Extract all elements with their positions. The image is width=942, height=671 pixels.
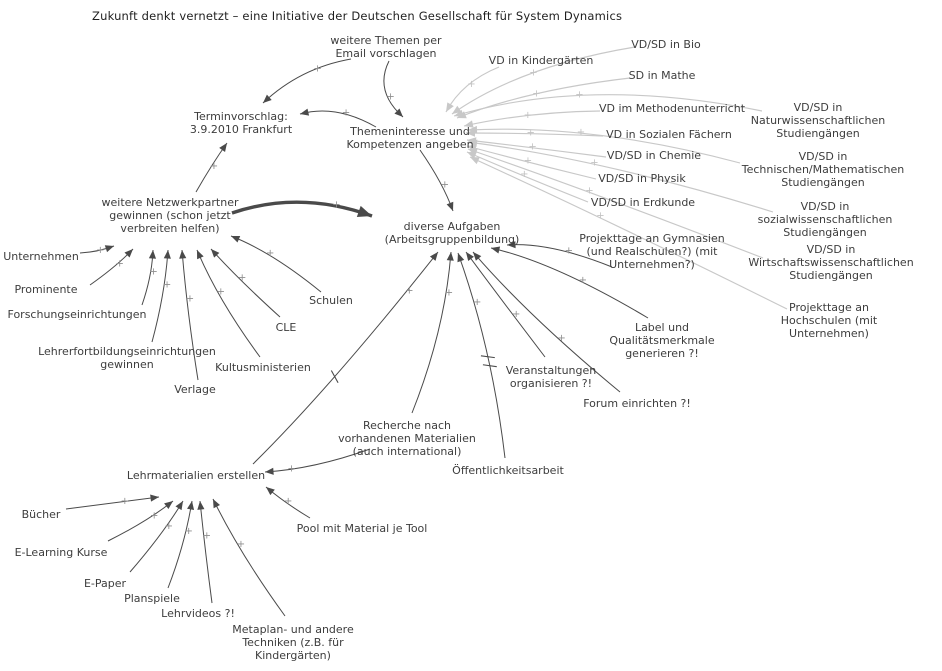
node-label-line: Lehrerfortbildungseinrichtungen bbox=[38, 345, 216, 358]
arrowhead-icon bbox=[430, 252, 438, 261]
node-label-line: sozialwissenschaftlichen bbox=[757, 213, 893, 226]
edge-netzwerkpartner--terminvorschlag bbox=[196, 143, 227, 192]
polarity-plus-icon: + bbox=[532, 88, 541, 100]
node-label-line: Studiengängen bbox=[783, 226, 867, 239]
edge-weitere-themen--terminvorschlag bbox=[263, 59, 351, 103]
arrowhead-icon bbox=[150, 495, 159, 502]
node-label-line: CLE bbox=[275, 321, 297, 334]
arrowhead-icon bbox=[219, 143, 227, 152]
node-label-line: VD/SD in Bio bbox=[631, 38, 701, 51]
edge-e-learning-kurse--lehrmaterialien bbox=[108, 501, 173, 541]
node-label-line: Lehrvideos ?! bbox=[161, 607, 235, 620]
node-label-line: Naturwissenschaftlichen bbox=[750, 114, 886, 127]
edge-vd-sd-chemie--themeninteresse bbox=[467, 137, 606, 157]
node-label-line: Forum einrichten ?! bbox=[583, 397, 691, 410]
polarity-plus-icon: + bbox=[313, 63, 322, 75]
node-label-line: verbreiten helfen) bbox=[120, 222, 220, 235]
edge-kultusministerien--netzwerkpartner bbox=[197, 250, 260, 357]
node-diverse-aufgaben[interactable] bbox=[385, 220, 520, 246]
node-schulen[interactable] bbox=[309, 294, 353, 307]
node-label-line: Öffentlichkeitsarbeit bbox=[452, 464, 564, 477]
edge-vd-methodenunterricht--themeninteresse bbox=[464, 110, 600, 128]
node-label-line: E-Paper bbox=[83, 577, 127, 590]
polarity-plus-icon: + bbox=[440, 179, 449, 191]
node-unternehmen[interactable] bbox=[3, 250, 79, 263]
node-label-line: Qualitätsmerkmale bbox=[609, 334, 715, 347]
arrowhead-icon bbox=[175, 501, 183, 510]
node-e-learning-kurse[interactable] bbox=[15, 546, 108, 559]
polarity-plus-icon: + bbox=[472, 297, 482, 309]
node-recherche[interactable] bbox=[338, 419, 476, 458]
arrowhead-icon bbox=[457, 253, 464, 262]
polarity-plus-icon: + bbox=[523, 155, 533, 167]
node-label-line: Wirtschaftswissenschaftlichen bbox=[748, 256, 914, 269]
node-pool-material[interactable] bbox=[297, 522, 428, 535]
edge-buecher--lehrmaterialien bbox=[66, 495, 159, 509]
node-label-line: 3.9.2010 Frankfurt bbox=[189, 123, 293, 136]
polarity-plus-icon: + bbox=[120, 495, 129, 507]
node-projekttage-gymnasien[interactable] bbox=[579, 232, 724, 271]
node-label-line: VD im Methodenunterricht bbox=[598, 102, 746, 115]
polarity-plus-icon: + bbox=[150, 510, 159, 522]
edge-netzwerkpartner--diverse-aufgaben bbox=[232, 200, 372, 217]
arrowhead-icon bbox=[466, 252, 474, 261]
polarity-plus-icon: + bbox=[149, 266, 158, 278]
node-vd-sd-chemie[interactable] bbox=[607, 149, 701, 162]
diagram-title: Zukunft denkt vernetzt – eine Initiative der Deutschen Gesellschaft für System Dynamics bbox=[92, 9, 623, 23]
edge-cle--netzwerkpartner bbox=[211, 249, 280, 317]
node-forum[interactable] bbox=[583, 397, 691, 410]
node-label-line: Email vorschlagen bbox=[335, 47, 437, 60]
node-label-line: (auch international) bbox=[352, 445, 462, 458]
node-vd-sd-naturwiss[interactable] bbox=[751, 101, 885, 140]
polarity-plus-icon: + bbox=[162, 279, 172, 291]
node-buecher[interactable] bbox=[22, 508, 61, 521]
node-lehrmaterialien[interactable] bbox=[127, 469, 265, 482]
node-label-line: Veranstaltungen bbox=[505, 364, 597, 377]
node-label-line: Studiengängen bbox=[781, 176, 865, 189]
arrowhead-icon bbox=[265, 468, 274, 475]
node-vd-sd-technisch[interactable] bbox=[742, 150, 904, 189]
node-label-line: VD/SD in bbox=[793, 101, 843, 114]
node-veranstaltungen[interactable] bbox=[506, 364, 597, 390]
node-vd-sd-sozialwiss[interactable] bbox=[758, 200, 893, 239]
node-label-line: VD/SD in Erdkunde bbox=[590, 196, 696, 209]
polarity-plus-icon: + bbox=[216, 286, 226, 298]
arrowhead-icon bbox=[197, 501, 204, 510]
edge-metaplan--lehrmaterialien bbox=[213, 499, 285, 616]
edge-unternehmen--netzwerkpartner bbox=[80, 245, 114, 256]
polarity-plus-icon: + bbox=[512, 309, 521, 321]
node-projekttage-hochschulen[interactable] bbox=[781, 301, 877, 340]
node-kultusministerien[interactable] bbox=[215, 361, 311, 374]
node-vd-kindergaerten[interactable] bbox=[489, 54, 594, 67]
node-label-line: Bücher bbox=[21, 508, 61, 521]
node-weitere-themen[interactable] bbox=[330, 34, 441, 60]
polarity-plus-icon: + bbox=[444, 287, 454, 299]
arrowhead-icon bbox=[187, 501, 194, 510]
node-vd-methodenunterricht[interactable] bbox=[599, 102, 745, 115]
node-label-line: diverse Aufgaben bbox=[403, 220, 501, 233]
arrowhead-icon bbox=[300, 109, 309, 116]
node-label-line: Studiengängen bbox=[789, 269, 873, 282]
polarity-plus-icon: + bbox=[596, 210, 605, 222]
polarity-plus-icon: + bbox=[386, 91, 395, 103]
arrowhead-icon bbox=[105, 245, 114, 252]
node-label-line: Unternehmen) bbox=[789, 327, 869, 340]
node-vd-sd-wirtschaft[interactable] bbox=[748, 243, 913, 282]
polarity-plus-icon: + bbox=[529, 67, 538, 79]
node-label-line: Kompetenzen angeben bbox=[346, 138, 474, 151]
polarity-plus-icon: + bbox=[164, 520, 174, 532]
node-lehrerfortbildung[interactable] bbox=[38, 345, 216, 371]
edge-pool-material--lehrmaterialien bbox=[266, 487, 310, 518]
polarity-plus-icon: + bbox=[590, 157, 599, 169]
polarity-plus-icon: + bbox=[564, 245, 574, 257]
node-label-line: Unternehmen bbox=[3, 250, 79, 263]
node-lehrvideos[interactable] bbox=[161, 607, 235, 620]
node-label-line: SD in Mathe bbox=[628, 69, 696, 82]
node-label-line: weitere Themen per bbox=[330, 34, 442, 47]
polarity-plus-icon: + bbox=[520, 168, 529, 180]
polarity-plus-icon: + bbox=[467, 78, 476, 90]
node-metaplan[interactable] bbox=[232, 623, 353, 662]
polarity-plus-icon: + bbox=[526, 127, 535, 139]
polarity-plus-icon: + bbox=[332, 199, 341, 211]
node-label-line: (und Realschulen?) (mit bbox=[586, 245, 718, 258]
node-label-line: weitere Netzwerkpartner bbox=[101, 196, 239, 209]
node-planspiele[interactable] bbox=[124, 592, 180, 605]
polarity-plus-icon: + bbox=[283, 495, 293, 507]
polarity-plus-icon: + bbox=[184, 525, 193, 537]
node-label-line: gewinnen bbox=[100, 358, 154, 371]
delay-mark-icon bbox=[331, 370, 338, 382]
arrowhead-icon bbox=[447, 202, 454, 211]
polarity-plus-icon: + bbox=[585, 185, 594, 197]
node-label-line: Technischen/Mathematischen bbox=[741, 163, 905, 176]
polarity-plus-icon: + bbox=[578, 274, 587, 286]
node-label-line: Planspiele bbox=[124, 592, 180, 605]
arrowhead-icon bbox=[164, 250, 171, 259]
node-label-line: Prominente bbox=[14, 283, 78, 296]
polarity-plus-icon: + bbox=[185, 293, 195, 305]
polarity-plus-icon: + bbox=[236, 538, 246, 550]
node-label-line: (Arbeitsgruppenbildung) bbox=[384, 233, 520, 246]
polarity-plus-icon: + bbox=[266, 247, 275, 259]
node-label-line: Kultusministerien bbox=[215, 361, 311, 374]
node-label-line: Pool mit Material je Tool bbox=[296, 522, 428, 535]
polarity-plus-icon: + bbox=[523, 109, 532, 121]
arrowhead-icon bbox=[179, 250, 186, 259]
edge-lehrvideos--lehrmaterialien bbox=[197, 501, 212, 603]
node-sd-mathe[interactable] bbox=[629, 69, 696, 82]
edge-themeninteresse--diverse-aufgaben bbox=[420, 150, 453, 211]
node-label-line: Kindergärten) bbox=[255, 649, 331, 662]
node-label-line: vorhandenen Materialien bbox=[338, 432, 476, 445]
polarity-plus-icon: + bbox=[115, 258, 124, 270]
node-label-line: Themeninteresse und bbox=[350, 125, 470, 138]
node-label-line: Terminvorschlag: bbox=[194, 110, 288, 123]
arrowhead-icon bbox=[447, 252, 454, 261]
node-label-line: Studiengängen bbox=[776, 127, 860, 140]
node-label-line: Lehrmaterialien erstellen bbox=[126, 469, 266, 482]
node-label-line: organisieren ?! bbox=[509, 377, 593, 390]
polarity-plus-icon: + bbox=[237, 272, 247, 284]
node-label-line: Unternehmen?) bbox=[609, 258, 695, 271]
node-label-line: Metaplan- und andere bbox=[232, 623, 354, 636]
node-label-line: Projekttage an Gymnasien bbox=[579, 232, 725, 245]
polarity-plus-icon: + bbox=[341, 107, 351, 119]
node-terminvorschlag[interactable] bbox=[190, 110, 292, 136]
arrowhead-icon bbox=[266, 487, 275, 495]
edge-lehrerfortbildung--netzwerkpartner bbox=[152, 250, 171, 342]
node-label-line: Verlage bbox=[174, 383, 216, 396]
polarity-plus-icon: + bbox=[287, 463, 296, 475]
edge-planspiele--lehrmaterialien bbox=[168, 501, 194, 588]
node-verlage[interactable] bbox=[174, 383, 216, 396]
polarity-plus-icon: + bbox=[528, 141, 537, 153]
arrowhead-icon bbox=[491, 247, 500, 254]
arrowhead-icon bbox=[446, 102, 454, 112]
node-label-line: VD in Kindergärten bbox=[488, 54, 594, 67]
polarity-plus-icon: + bbox=[209, 161, 219, 173]
node-vd-sd-physik[interactable] bbox=[598, 172, 685, 185]
node-cle[interactable] bbox=[276, 321, 297, 334]
polarity-plus-icon: + bbox=[405, 285, 414, 297]
node-label-line: Schulen bbox=[309, 294, 353, 307]
node-label-line: VD in Sozialen Fächern bbox=[606, 128, 732, 141]
node-label-qualitaet[interactable] bbox=[609, 321, 714, 360]
node-vd-sd-bio[interactable] bbox=[631, 38, 701, 51]
node-label-line: Techniken (z.B. für bbox=[242, 636, 344, 649]
arrowhead-icon bbox=[357, 206, 372, 217]
node-forschungseinrichtungen[interactable] bbox=[8, 308, 147, 321]
arrowhead-icon bbox=[149, 250, 156, 259]
node-label-line: Forschungseinrichtungen bbox=[7, 308, 147, 321]
node-themeninteresse[interactable] bbox=[346, 125, 473, 151]
polarity-plus-icon: + bbox=[557, 332, 566, 344]
node-netzwerkpartner[interactable] bbox=[101, 196, 238, 235]
node-label-line: Hochschulen (mit bbox=[780, 314, 878, 327]
arrowhead-icon bbox=[164, 501, 173, 509]
node-label-line: VD/SD in bbox=[800, 200, 850, 213]
node-label-line: Recherche nach bbox=[362, 419, 451, 432]
polarity-plus-icon: + bbox=[576, 126, 586, 138]
arrowhead-icon bbox=[231, 236, 240, 243]
node-oeffentlichkeitsarbeit[interactable] bbox=[452, 464, 564, 477]
node-label-line: generieren ?! bbox=[625, 347, 699, 360]
node-e-paper[interactable] bbox=[84, 577, 126, 590]
polarity-plus-icon: + bbox=[575, 89, 584, 101]
node-label-line: VD/SD in Chemie bbox=[606, 149, 702, 162]
edge-forschungseinrichtungen--netzwerkpartner bbox=[142, 250, 158, 305]
node-label-line: Projekttage an bbox=[789, 301, 869, 314]
node-vd-sd-erdkunde[interactable] bbox=[591, 196, 695, 209]
polarity-plus-icon: + bbox=[96, 244, 105, 256]
node-label-line: Label und bbox=[634, 321, 690, 334]
node-label-line: gewinnen (schon jetzt bbox=[109, 209, 231, 222]
edge-vd-kindergaerten--themeninteresse bbox=[446, 67, 499, 112]
node-prominente[interactable] bbox=[14, 283, 77, 296]
node-label-line: VD/SD in bbox=[806, 243, 856, 256]
polarity-plus-icon: + bbox=[202, 530, 212, 542]
edge-weitere-themen--themeninteresse bbox=[384, 61, 403, 117]
node-label-line: E-Learning Kurse bbox=[14, 546, 108, 559]
node-label-line: VD/SD in Physik bbox=[598, 172, 686, 185]
node-vd-soziale-faecher[interactable] bbox=[606, 128, 732, 141]
node-label-line: VD/SD in bbox=[798, 150, 848, 163]
